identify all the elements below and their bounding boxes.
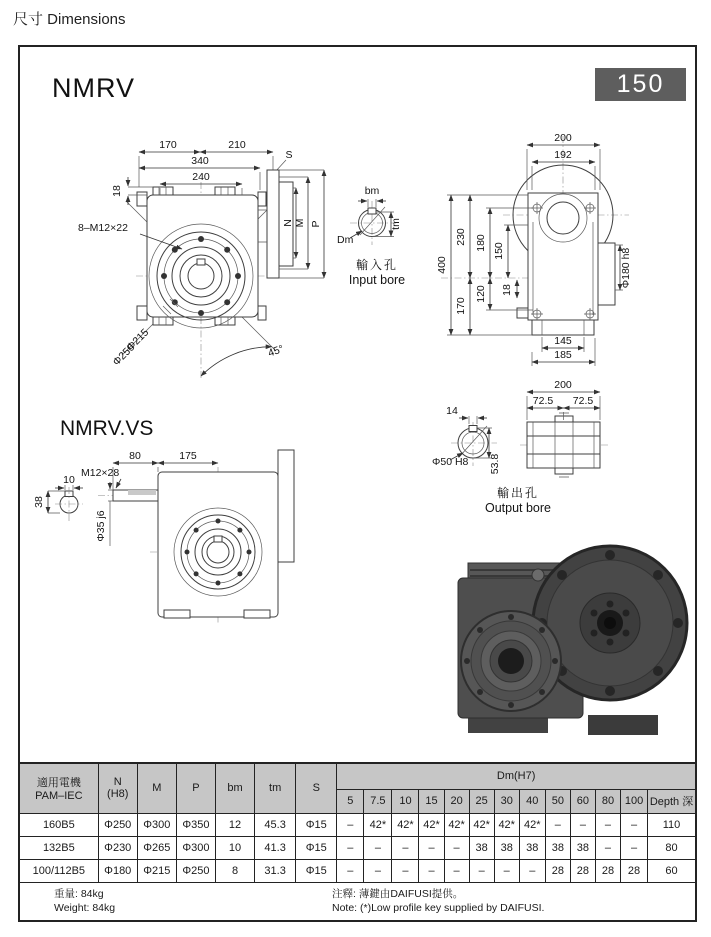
table-cell: Φ180 bbox=[98, 859, 137, 882]
table-row bbox=[19, 859, 696, 882]
svg-text:18: 18 bbox=[501, 284, 513, 296]
svg-text:400: 400 bbox=[436, 256, 448, 274]
svg-text:38: 38 bbox=[33, 496, 45, 508]
table-cell: – bbox=[595, 836, 620, 859]
table-cell: 100/112B5 bbox=[19, 859, 98, 882]
svg-text:340: 340 bbox=[191, 155, 209, 167]
table-cell: – bbox=[595, 813, 620, 836]
table-cell: 42* bbox=[519, 813, 545, 836]
svg-text:170: 170 bbox=[159, 139, 177, 151]
svg-text:輸入孔: 輸入孔 bbox=[355, 258, 399, 272]
table-cell: Φ215 bbox=[137, 859, 176, 882]
svg-text:P: P bbox=[310, 220, 322, 228]
header-depth: Depth 深 bbox=[648, 789, 696, 813]
table-cell: 12 bbox=[215, 813, 254, 836]
svg-text:200: 200 bbox=[554, 379, 572, 391]
svg-text:Dm: Dm bbox=[337, 234, 354, 246]
table-footer bbox=[19, 882, 696, 921]
table-cell: 28 bbox=[620, 859, 647, 882]
table-cell: 28 bbox=[595, 859, 620, 882]
svg-text:145: 145 bbox=[554, 335, 572, 347]
vs-body bbox=[113, 450, 294, 618]
model-title: NMRV bbox=[52, 73, 136, 103]
table-cell: 38 bbox=[519, 836, 545, 859]
table-cell: Φ350 bbox=[176, 813, 215, 836]
svg-text:180: 180 bbox=[475, 234, 487, 252]
document-heading: 尺寸 Dimensions bbox=[13, 11, 126, 28]
header-m: M bbox=[137, 763, 176, 813]
table-cell: Φ250 bbox=[176, 859, 215, 882]
weight-note: 重量: 84kg Weight: 84kg bbox=[54, 887, 116, 915]
table-cell: Φ230 bbox=[98, 836, 137, 859]
svg-text:10: 10 bbox=[63, 474, 75, 486]
vs-model-title: NMRV.VS bbox=[60, 417, 154, 440]
svg-text:Φ50 H8: Φ50 H8 bbox=[432, 456, 469, 468]
table-cell: 28 bbox=[570, 859, 595, 882]
header-s: S bbox=[296, 763, 337, 813]
svg-text:72.5: 72.5 bbox=[572, 395, 594, 407]
table-cell: – bbox=[419, 836, 444, 859]
header-dm-100: 100 bbox=[620, 789, 647, 813]
svg-text:170: 170 bbox=[455, 297, 467, 315]
table-cell: – bbox=[419, 859, 444, 882]
table-cell: 10 bbox=[215, 836, 254, 859]
svg-text:Output bore: Output bore bbox=[484, 501, 552, 515]
table-cell: 38 bbox=[545, 836, 570, 859]
table-cell: 160B5 bbox=[19, 813, 98, 836]
table-cell: 31.3 bbox=[255, 859, 296, 882]
table-cell: 132B5 bbox=[19, 836, 98, 859]
header-n: N (H8) bbox=[98, 763, 137, 813]
header-dm-40: 40 bbox=[519, 789, 545, 813]
table-cell: – bbox=[519, 859, 545, 882]
svg-text:輸出孔: 輸出孔 bbox=[496, 486, 540, 500]
table-cell: – bbox=[337, 813, 364, 836]
table-cell: 28 bbox=[545, 859, 570, 882]
side-view-body bbox=[513, 165, 615, 335]
output-bore-circle bbox=[432, 405, 501, 474]
header-dm-5: 5 bbox=[337, 789, 364, 813]
svg-text:Φ215: Φ215 bbox=[124, 326, 152, 354]
svg-text:175: 175 bbox=[179, 450, 197, 462]
table-cell: – bbox=[364, 836, 392, 859]
svg-text:bm: bm bbox=[364, 185, 380, 197]
table-cell: Φ15 bbox=[296, 813, 337, 836]
header-dm-60: 60 bbox=[570, 789, 595, 813]
header-dm-50: 50 bbox=[545, 789, 570, 813]
table-cell: Φ300 bbox=[137, 813, 176, 836]
table-cell: 38 bbox=[570, 836, 595, 859]
svg-text:80: 80 bbox=[129, 450, 141, 462]
svg-text:200: 200 bbox=[554, 132, 572, 144]
front-view-drawing bbox=[70, 130, 360, 380]
table-cell: – bbox=[337, 836, 364, 859]
table-cell: – bbox=[620, 836, 647, 859]
table-cell: – bbox=[444, 859, 469, 882]
table-cell: 8 bbox=[215, 859, 254, 882]
table-cell: Φ15 bbox=[296, 836, 337, 859]
svg-text:72.5: 72.5 bbox=[532, 395, 554, 407]
table-cell: 60 bbox=[648, 859, 696, 882]
table-cell: – bbox=[392, 859, 419, 882]
svg-text:M12×28: M12×28 bbox=[81, 467, 120, 479]
svg-text:120: 120 bbox=[475, 285, 487, 303]
svg-text:Φ35 j6: Φ35 j6 bbox=[95, 510, 107, 542]
header-dm-7-5: 7.5 bbox=[364, 789, 392, 813]
table-cell: Φ250 bbox=[98, 813, 137, 836]
header-dm-20: 20 bbox=[444, 789, 469, 813]
page-frame bbox=[18, 45, 697, 920]
svg-text:240: 240 bbox=[192, 171, 210, 183]
size-badge: 150 bbox=[595, 68, 686, 101]
table-cell: 42* bbox=[392, 813, 419, 836]
input-bore-drawing bbox=[330, 185, 440, 295]
header-bm: bm bbox=[215, 763, 254, 813]
table-cell: – bbox=[444, 836, 469, 859]
svg-text:210: 210 bbox=[228, 139, 246, 151]
header-dm-10: 10 bbox=[392, 789, 419, 813]
svg-text:230: 230 bbox=[455, 228, 467, 246]
table-cell: – bbox=[570, 813, 595, 836]
table-cell: 110 bbox=[648, 813, 696, 836]
table-cell: – bbox=[545, 813, 570, 836]
header-pam-iec: 適用電機 PAM–IEC bbox=[19, 763, 98, 813]
svg-text:8–M12×22: 8–M12×22 bbox=[78, 222, 128, 234]
side-view-drawing bbox=[433, 130, 648, 375]
gearbox-photo bbox=[438, 523, 688, 748]
svg-text:150: 150 bbox=[493, 242, 505, 260]
table-cell: – bbox=[364, 859, 392, 882]
table-cell: 38 bbox=[494, 836, 519, 859]
table-cell: 41.3 bbox=[255, 836, 296, 859]
table-cell: – bbox=[392, 836, 419, 859]
table-cell: Φ265 bbox=[137, 836, 176, 859]
header-dm-15: 15 bbox=[419, 789, 444, 813]
table-cell: 42* bbox=[494, 813, 519, 836]
header-dm-25: 25 bbox=[469, 789, 494, 813]
table-cell: 80 bbox=[648, 836, 696, 859]
svg-text:53.8: 53.8 bbox=[489, 453, 501, 475]
svg-text:Input bore: Input bore bbox=[348, 273, 406, 287]
output-bore-drawing bbox=[430, 380, 645, 520]
key-note: 注釋: 薄鍵由DAIFUSI提供。 Note: (*)Low profile key supplied by DAIFUSI. bbox=[332, 887, 545, 915]
table-cell: 42* bbox=[419, 813, 444, 836]
table-cell: 38 bbox=[469, 836, 494, 859]
svg-text:M: M bbox=[294, 218, 306, 228]
svg-text:185: 185 bbox=[554, 349, 572, 361]
svg-text:Φ180 h8: Φ180 h8 bbox=[620, 247, 632, 289]
table-cell: – bbox=[469, 859, 494, 882]
vs-view-drawing bbox=[28, 440, 298, 640]
table-cell: – bbox=[494, 859, 519, 882]
table-cell: 45.3 bbox=[255, 813, 296, 836]
table-row bbox=[19, 836, 696, 859]
table-cell: 42* bbox=[444, 813, 469, 836]
svg-text:18: 18 bbox=[111, 185, 123, 197]
header-tm: tm bbox=[255, 763, 296, 813]
svg-text:N: N bbox=[282, 219, 294, 227]
front-view-body bbox=[137, 187, 266, 328]
svg-text:45°: 45° bbox=[266, 342, 286, 360]
table-row bbox=[19, 813, 696, 836]
gearbox-illustration bbox=[458, 546, 687, 735]
svg-text:14: 14 bbox=[446, 405, 458, 417]
svg-text:Φ250: Φ250 bbox=[110, 341, 138, 369]
header-dm-80: 80 bbox=[595, 789, 620, 813]
side-profile bbox=[258, 170, 324, 278]
header-dm-group: Dm(H7) bbox=[337, 763, 696, 789]
output-shaft-section bbox=[520, 379, 608, 477]
svg-text:192: 192 bbox=[554, 149, 572, 161]
table-cell: Φ300 bbox=[176, 836, 215, 859]
svg-text:tm: tm bbox=[390, 218, 402, 230]
svg-text:S: S bbox=[285, 149, 293, 161]
header-p: P bbox=[176, 763, 215, 813]
dimension-table bbox=[18, 762, 697, 922]
table-cell: Φ15 bbox=[296, 859, 337, 882]
table-cell: 42* bbox=[469, 813, 494, 836]
table-cell: – bbox=[337, 859, 364, 882]
header-dm-30: 30 bbox=[494, 789, 519, 813]
table-cell: 42* bbox=[364, 813, 392, 836]
table-cell: – bbox=[620, 813, 647, 836]
